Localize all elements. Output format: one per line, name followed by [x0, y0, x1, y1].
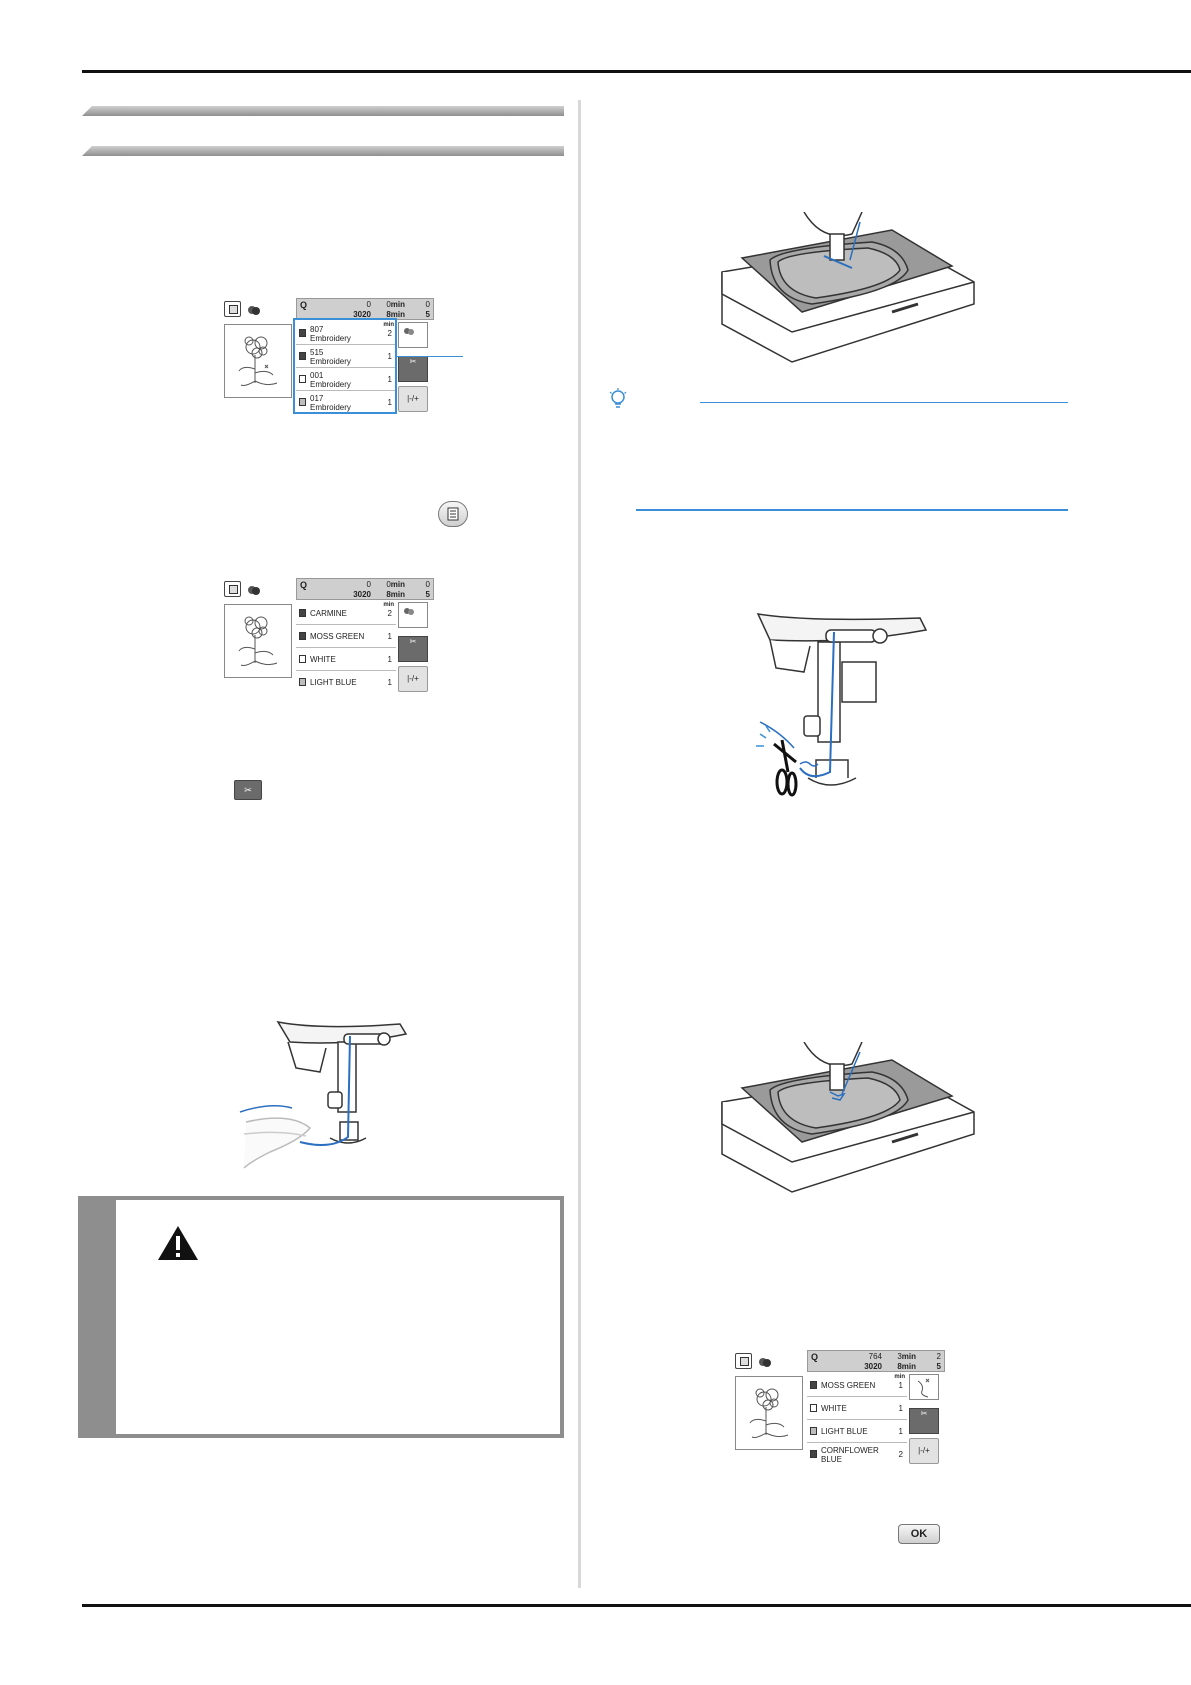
- thread-list-highlight: [293, 318, 397, 414]
- thread-spool-icon: [759, 1358, 771, 1367]
- current-color-preview: [398, 602, 428, 628]
- list-item[interactable]: 807 Embroidery 2 min: [296, 322, 396, 345]
- list-item[interactable]: CORNFLOWER BLUE 2: [807, 1443, 907, 1466]
- list-item[interactable]: LIGHT BLUE 1: [296, 671, 396, 694]
- warning-triangle-icon: [156, 1224, 200, 1262]
- embroidery-frame-icon[interactable]: [224, 581, 241, 597]
- design-preview: [735, 1376, 803, 1450]
- status-bar: Q 764 3020 3min 8min 2 5: [807, 1350, 945, 1372]
- thread-tension-button[interactable]: |-/+: [909, 1438, 939, 1464]
- thread-cutter-key-icon[interactable]: ✂: [234, 780, 262, 800]
- scissors-icon: [774, 740, 796, 795]
- list-item[interactable]: WHITE 1: [807, 1397, 907, 1420]
- status-bar: Q 0 3020 0min 8min 0 5: [296, 298, 434, 320]
- thread-cut-button[interactable]: ✂: [398, 356, 428, 382]
- caution-box: [78, 1196, 564, 1438]
- current-color-preview: [909, 1374, 939, 1400]
- list-item[interactable]: MOSS GREEN 1: [296, 625, 396, 648]
- ok-button[interactable]: OK: [898, 1524, 940, 1544]
- embroidery-frame-icon[interactable]: [224, 301, 241, 317]
- section-header-bar-bottom: [82, 146, 564, 156]
- section-header-bar-top: [82, 106, 564, 116]
- callout-line: [397, 356, 463, 357]
- thread-color-list: [296, 602, 396, 694]
- thread-display-key-icon[interactable]: [438, 501, 468, 527]
- list-item[interactable]: 515 Embroidery 1: [296, 345, 396, 368]
- hand-holding-thread-illustration: [230, 1012, 450, 1172]
- list-item[interactable]: MOSS GREEN 1 min: [807, 1374, 907, 1397]
- note-top-rule: [700, 402, 1068, 403]
- design-preview: [224, 324, 292, 398]
- footer-rule: [82, 1604, 1191, 1607]
- thread-tension-button[interactable]: |-/+: [398, 386, 428, 412]
- design-preview: [224, 604, 292, 678]
- list-item[interactable]: 001 Embroidery 1: [296, 368, 396, 391]
- list-item[interactable]: CARMINE 2 min: [296, 602, 396, 625]
- list-item[interactable]: LIGHT BLUE 1: [807, 1420, 907, 1443]
- thread-color-list: [807, 1374, 907, 1466]
- flower-design-icon: [736, 1377, 802, 1449]
- lcd-screen-thread-names: [224, 578, 446, 696]
- thread-cut-button[interactable]: ✂: [909, 1408, 939, 1434]
- thread-cut-button[interactable]: ✂: [398, 636, 428, 662]
- thread-tension-button[interactable]: |-/+: [398, 666, 428, 692]
- flower-design-icon: [225, 325, 291, 397]
- embroidery-frame-icon[interactable]: [735, 1353, 752, 1369]
- caution-sidebar: [82, 1200, 116, 1434]
- list-item[interactable]: 017 Embroidery 1: [296, 391, 396, 414]
- lcd-screen-progress: [735, 1350, 957, 1468]
- current-color-preview: [398, 322, 428, 348]
- scissors-cutting-thread-illustration: [730, 612, 940, 800]
- thread-spool-icon: [248, 586, 260, 595]
- embroidery-machine-illustration-2: [712, 1042, 982, 1202]
- embroidery-machine-illustration-1: [712, 212, 982, 372]
- lightbulb-note-icon: [608, 388, 628, 410]
- flower-design-icon: [225, 605, 291, 677]
- list-item[interactable]: WHITE 1: [296, 648, 396, 671]
- column-divider: [578, 100, 581, 1588]
- thread-spool-icon: [248, 306, 260, 315]
- note-bottom-rule: [636, 509, 1068, 511]
- status-bar: Q 0 3020 0min 8min 0 5: [296, 578, 434, 600]
- header-rule: [82, 70, 1191, 73]
